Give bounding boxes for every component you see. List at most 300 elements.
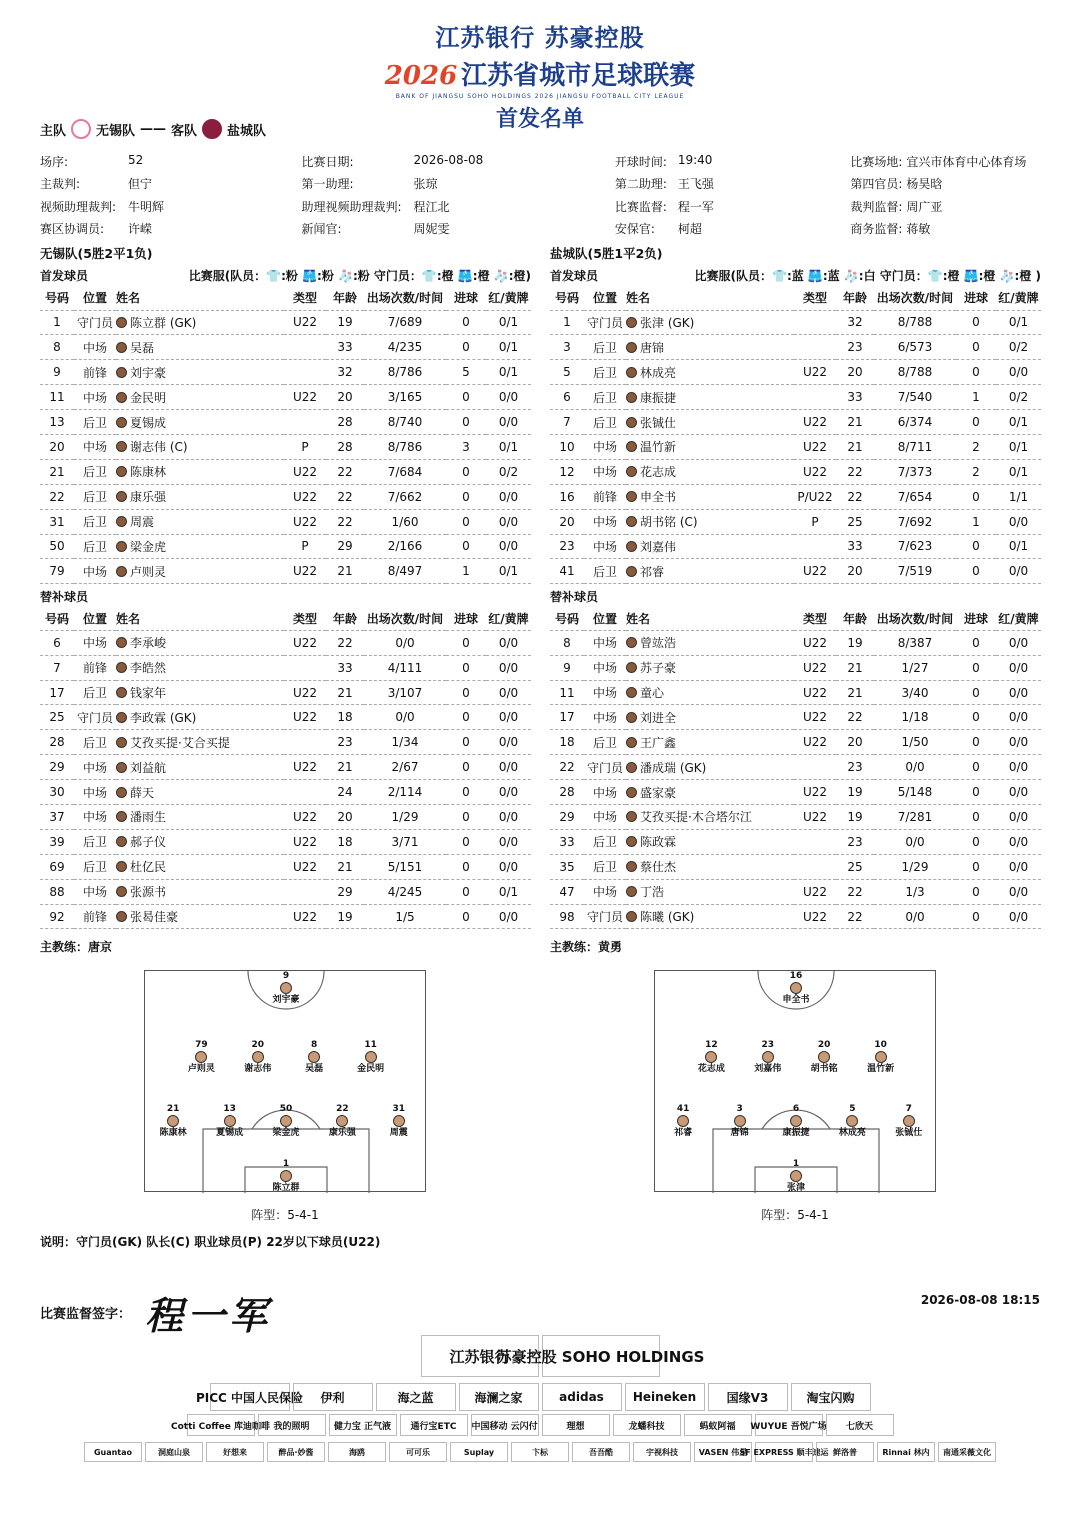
cell-value: U22 (292, 635, 318, 650)
column-header: 位置 (584, 606, 626, 630)
cell-value: 0/0 (1008, 564, 1029, 579)
cell-value: 32 (337, 365, 353, 380)
cell-value: 1 (462, 564, 470, 579)
table-cell (874, 459, 956, 484)
table-cell (326, 904, 364, 929)
table-cell (626, 434, 794, 459)
player-name: 刘宇豪 (272, 994, 300, 1005)
table-cell (836, 904, 874, 929)
cell-value: 5 (563, 365, 571, 380)
sponsor-logo: 龙蟠科技 (613, 1414, 681, 1436)
table-cell (116, 360, 284, 385)
table-row (40, 360, 531, 385)
cell-value: 25 (847, 514, 863, 529)
info-value: 牛明辉 (128, 199, 165, 214)
table-cell (794, 360, 836, 385)
player-name: 唐锦 (730, 1127, 749, 1138)
cell-value: 0 (972, 859, 980, 874)
table-cell (40, 655, 74, 680)
player-avatar-icon (116, 392, 127, 403)
table-cell (74, 829, 116, 854)
table-cell (446, 509, 486, 534)
cell-value: 潘雨生 (130, 810, 167, 825)
home-formation: 阵型：5-4-1 (251, 1208, 319, 1222)
cell-value: 1 (972, 514, 980, 529)
table-row (550, 730, 1041, 755)
cell-value: 潘成瑞 (GK) (640, 760, 707, 775)
cell-value: 0/1 (1008, 439, 1029, 454)
table-cell (284, 780, 326, 805)
cell-value: 5 (462, 365, 470, 380)
sponsor-logo: 健力宝 正气液 (329, 1414, 397, 1436)
cell-value: 0/0 (1008, 365, 1029, 380)
cell-value: 0 (972, 564, 980, 579)
sponsor-logo: 海澜之家 (459, 1383, 539, 1411)
document-title: 首发名单 (495, 107, 584, 132)
table-cell (486, 655, 531, 680)
away-subs-table (550, 606, 1041, 929)
cell-value: U22 (292, 390, 318, 405)
info-value: 王飞强 (677, 177, 714, 192)
column-header: 出场次数/时间 (874, 286, 956, 310)
player-name: 夏锡成 (216, 1127, 244, 1138)
cell-value: U22 (292, 809, 318, 824)
table-cell (956, 310, 996, 335)
cell-value: 后卫 (592, 735, 617, 750)
cell-value: 杜亿民 (130, 860, 167, 875)
table-cell (486, 829, 531, 854)
table-cell (996, 755, 1041, 780)
cell-value: U22 (802, 710, 828, 725)
header (0, 18, 1080, 133)
table-cell (326, 780, 364, 805)
cell-value: 0 (972, 365, 980, 380)
cell-value: 童心 (640, 686, 665, 701)
cell-value: 0/0 (905, 834, 925, 849)
home-starters-table (40, 286, 531, 584)
table-cell (74, 459, 116, 484)
cell-value: 康振捷 (640, 390, 677, 405)
player-avatar-icon (626, 836, 637, 847)
table-cell (486, 385, 531, 410)
player-avatar-icon (626, 417, 637, 428)
table-cell (446, 904, 486, 929)
player-name: 张铖仕 (895, 1127, 923, 1138)
cell-value: 后卫 (82, 860, 107, 875)
table-cell (486, 780, 531, 805)
cell-value: 0 (972, 834, 980, 849)
sponsor-logo: 七欣天 (826, 1414, 894, 1436)
table-cell (794, 335, 836, 360)
cell-value: 8/387 (897, 635, 933, 650)
table-cell (74, 410, 116, 435)
table-cell (836, 509, 874, 534)
table-cell (486, 484, 531, 509)
player-avatar-icon (626, 687, 637, 698)
table-cell (326, 559, 364, 584)
cell-value: 中场 (592, 810, 617, 825)
table-cell (626, 410, 794, 435)
table-cell (326, 630, 364, 655)
table-cell (836, 879, 874, 904)
table-cell (584, 854, 626, 879)
table-cell (874, 680, 956, 705)
player-avatar-icon (116, 762, 127, 773)
table-row (40, 680, 531, 705)
player-avatar-icon (626, 911, 637, 922)
cell-value: 20 (49, 439, 65, 454)
cell-value: 0/0 (1008, 909, 1029, 924)
info-key: 比赛日期: (301, 154, 354, 169)
table-cell (626, 310, 794, 335)
table-cell (996, 385, 1041, 410)
table-cell (626, 630, 794, 655)
cell-value: P (301, 539, 309, 554)
cell-value: 0 (462, 859, 470, 874)
cell-value: U22 (802, 685, 828, 700)
table-cell (326, 655, 364, 680)
cell-value: 中场 (592, 661, 617, 676)
table-cell (116, 459, 284, 484)
player-face-icon (308, 1051, 320, 1063)
cell-value: 后卫 (592, 835, 617, 850)
cell-value: 22 (847, 884, 863, 899)
table-cell (116, 335, 284, 360)
table-cell (74, 680, 116, 705)
player-avatar-icon (626, 762, 637, 773)
away-formation: 阵型：5-4-1 (761, 1208, 829, 1222)
player-number: 41 (676, 1103, 690, 1114)
table-cell (874, 335, 956, 360)
cell-value: 中场 (82, 340, 107, 355)
table-cell (74, 484, 116, 509)
sponsor-logo: 蚂蚁阿福 (684, 1414, 752, 1436)
cell-value: 林成亮 (640, 365, 677, 380)
cell-value: U22 (292, 685, 318, 700)
player-face-icon (280, 982, 292, 994)
table-cell (874, 854, 956, 879)
table-cell (446, 780, 486, 805)
cell-value: 陈曦 (GK) (640, 910, 695, 925)
table-cell (956, 335, 996, 360)
pitch-player (264, 971, 308, 1005)
pitch-player (320, 1104, 364, 1138)
player-number: 5 (849, 1103, 856, 1114)
info-cell (40, 153, 301, 170)
table-cell (486, 509, 531, 534)
table-cell (836, 755, 874, 780)
table-row (40, 904, 531, 929)
column-header: 号码 (550, 606, 584, 630)
pitch-player (264, 1104, 308, 1138)
info-key: 主裁判: (40, 177, 81, 192)
table-row (40, 829, 531, 854)
table-cell (626, 534, 794, 559)
table-cell (326, 434, 364, 459)
cell-value: 0/0 (1008, 859, 1029, 874)
cell-value: 王广鑫 (640, 735, 677, 750)
issue-time: 2026-08-08 18:15 (920, 1293, 1040, 1307)
table-cell (996, 410, 1041, 435)
player-name: 周震 (389, 1127, 408, 1138)
table-cell (326, 805, 364, 830)
cell-value: 16 (559, 489, 575, 504)
player-number: 8 (311, 1039, 318, 1050)
cell-value: 20 (337, 390, 353, 405)
sponsor-logo: VASEN 伟星 (694, 1442, 752, 1462)
table-cell (794, 484, 836, 509)
cell-value: 0/1 (498, 439, 519, 454)
table-cell (284, 459, 326, 484)
sponsor-logo: 好想来 (206, 1442, 264, 1462)
cell-value: U22 (802, 439, 828, 454)
cell-value: U22 (802, 660, 828, 675)
table-cell (996, 655, 1041, 680)
table-cell (550, 534, 584, 559)
info-value: 但宁 (128, 177, 153, 192)
cell-value: 28 (559, 785, 575, 800)
table-cell (836, 854, 874, 879)
cell-value: 0 (462, 735, 470, 750)
info-value: 杨昊晗 (906, 177, 943, 192)
table-cell (626, 360, 794, 385)
cell-value: 0/0 (498, 809, 519, 824)
table-cell (626, 829, 794, 854)
home-team: 无锡队 (96, 123, 136, 139)
table-cell (364, 335, 446, 360)
table-cell (550, 630, 584, 655)
table-cell (116, 730, 284, 755)
table-cell (550, 755, 584, 780)
pitch-player (774, 1104, 818, 1138)
cell-value: 刘嘉伟 (640, 539, 677, 554)
table-row (550, 484, 1041, 509)
vs-separator: —— (140, 121, 167, 137)
table-cell (326, 360, 364, 385)
cell-value: 1/50 (901, 735, 929, 750)
cell-value: 0/0 (498, 760, 519, 775)
table-cell (584, 705, 626, 730)
column-header: 红/黄牌 (996, 606, 1041, 630)
table-cell (550, 335, 584, 360)
cell-value: 盛家豪 (640, 785, 677, 800)
cell-value: 0/0 (1008, 834, 1029, 849)
player-avatar-icon (626, 342, 637, 353)
table-row (40, 410, 531, 435)
table-row (40, 879, 531, 904)
table-cell (364, 509, 446, 534)
table-cell (116, 805, 284, 830)
cell-value: 中场 (82, 636, 107, 651)
table-cell (794, 509, 836, 534)
table-cell (486, 310, 531, 335)
cell-value: 3/165 (387, 390, 423, 405)
cell-value: 0 (462, 390, 470, 405)
cell-value: 后卫 (82, 515, 107, 530)
cell-value: 8/786 (387, 439, 423, 454)
cell-value: 3/71 (391, 834, 419, 849)
table-cell (486, 459, 531, 484)
cell-value: 79 (49, 564, 65, 579)
cell-value: 29 (337, 539, 353, 554)
player-avatar-icon (626, 367, 637, 378)
table-cell (326, 410, 364, 435)
cell-value: 0 (462, 340, 470, 355)
table-cell (584, 805, 626, 830)
cell-value: 1/27 (901, 660, 929, 675)
table-cell (626, 755, 794, 780)
cell-value: 0/0 (498, 514, 519, 529)
table-row (40, 655, 531, 680)
table-cell (326, 879, 364, 904)
sponsor-logo: 苏豪控股 SOHO HOLDINGS (542, 1335, 660, 1377)
cell-value: 申全书 (640, 490, 677, 505)
table-cell (364, 434, 446, 459)
cell-value: 8 (563, 635, 571, 650)
table-cell (550, 434, 584, 459)
table-row (40, 335, 531, 360)
table-row (40, 509, 531, 534)
cell-value: 19 (337, 909, 353, 924)
table-cell (836, 434, 874, 459)
cell-value: 郝子仪 (130, 835, 167, 850)
table-cell (996, 705, 1041, 730)
table-cell (284, 655, 326, 680)
table-cell (996, 459, 1041, 484)
cell-value: 前锋 (592, 490, 617, 505)
table-cell (326, 335, 364, 360)
player-number: 9 (282, 970, 290, 981)
table-cell (40, 484, 74, 509)
cell-value: 祁睿 (640, 564, 665, 579)
player-avatar-icon (116, 466, 127, 477)
table-cell (626, 705, 794, 730)
cell-value: 卢则灵 (130, 564, 167, 579)
cell-value: 22 (559, 760, 575, 775)
table-cell (836, 805, 874, 830)
cell-value: 7/540 (897, 390, 933, 405)
table-cell (364, 805, 446, 830)
table-cell (40, 509, 74, 534)
cell-value: 98 (559, 909, 575, 924)
column-header: 年龄 (326, 606, 364, 630)
cell-value: 0 (972, 710, 980, 725)
table-row (40, 434, 531, 459)
table-cell (446, 755, 486, 780)
cell-value: 12 (559, 464, 575, 479)
table-row (550, 655, 1041, 680)
cell-value: 21 (337, 685, 353, 700)
player-name: 刘嘉伟 (754, 1063, 782, 1074)
cell-value: 8/788 (897, 365, 933, 380)
player-name: 林成亮 (838, 1127, 866, 1138)
cell-value: 9 (53, 365, 61, 380)
player-name: 金民明 (357, 1063, 385, 1074)
player-face-icon (677, 1115, 689, 1127)
player-name: 卢则灵 (187, 1063, 215, 1074)
cell-value: 0 (462, 660, 470, 675)
cell-value: 13 (49, 415, 65, 429)
player-avatar-icon (116, 911, 127, 922)
sponsor-logo: 南通采薇文化 (938, 1442, 996, 1462)
cell-value: 刘益航 (130, 760, 167, 775)
cell-value: 20 (847, 735, 863, 750)
table-cell (486, 534, 531, 559)
player-avatar-icon (116, 566, 127, 577)
cell-value: 吴磊 (130, 340, 155, 355)
cell-value: 22 (847, 464, 863, 479)
table-cell (956, 509, 996, 534)
table-cell (996, 360, 1041, 385)
table-cell (326, 459, 364, 484)
table-cell (956, 434, 996, 459)
cell-value: 6/573 (897, 340, 933, 355)
table-row (550, 360, 1041, 385)
table-cell (956, 630, 996, 655)
table-cell (584, 755, 626, 780)
cell-value: 0 (972, 685, 980, 700)
table-cell (794, 705, 836, 730)
table-cell (40, 829, 74, 854)
sponsor-logo: Heineken (625, 1383, 705, 1411)
table-cell (956, 534, 996, 559)
table-cell (550, 509, 584, 534)
away-record: 盐城队(5胜1平2负) (550, 246, 663, 261)
cell-value: 11 (559, 685, 575, 700)
cell-value: 0/0 (1008, 785, 1029, 800)
cell-value: 21 (847, 685, 863, 700)
table-cell (584, 534, 626, 559)
player-number: 1 (792, 1159, 800, 1170)
table-cell (956, 755, 996, 780)
table-cell (794, 655, 836, 680)
table-cell (874, 904, 956, 929)
table-cell (794, 434, 836, 459)
table-cell (446, 829, 486, 854)
pitch-player (746, 1040, 790, 1074)
table-cell (364, 730, 446, 755)
column-header: 位置 (74, 606, 116, 630)
league-subtitle: BANK OF JIANGSU SOHO HOLDINGS 2026 JIANGSU FOOTBALL CITY LEAGUE (395, 93, 685, 100)
table-cell (446, 854, 486, 879)
player-face-icon (734, 1115, 746, 1127)
table-cell (446, 705, 486, 730)
home-subs-table (40, 606, 531, 929)
table-cell (626, 335, 794, 360)
cell-value: 金民明 (130, 390, 167, 405)
player-avatar-icon (116, 712, 127, 723)
cell-value: 0 (972, 489, 980, 504)
cell-value: 5/148 (897, 785, 933, 800)
table-row (550, 680, 1041, 705)
cell-value: 6/374 (897, 415, 933, 429)
cell-value: 7/692 (897, 514, 933, 529)
table-cell (284, 630, 326, 655)
info-cell (301, 153, 614, 170)
cell-value: 22 (49, 489, 65, 504)
player-number: 79 (195, 1039, 208, 1050)
cell-value: 0 (462, 884, 470, 899)
table-cell (40, 385, 74, 410)
table-cell (550, 310, 584, 335)
column-header: 姓名 (626, 606, 794, 630)
table-cell (794, 459, 836, 484)
cell-value: 18 (337, 834, 353, 849)
table-cell (284, 680, 326, 705)
table-cell (874, 484, 956, 509)
cell-value: U22 (802, 464, 828, 479)
cell-value: 21 (337, 859, 353, 874)
